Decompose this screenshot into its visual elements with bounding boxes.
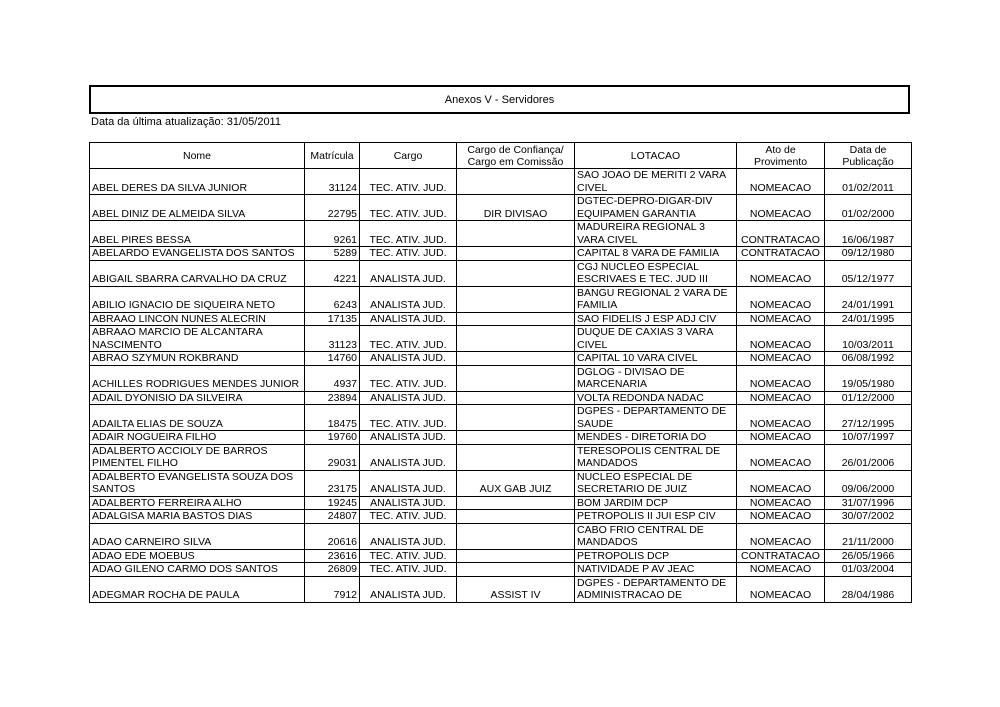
table-row bbox=[90, 195, 912, 221]
cell-nome: ABELARDO EVANGELISTA DOS SANTOS bbox=[90, 247, 305, 261]
cell-ato-provimento: NOMEACAO bbox=[737, 391, 825, 405]
cell-data-publicacao: 27/12/1995 bbox=[825, 405, 912, 431]
cell-lotacao: SAO JOAO DE MERITI 2 VARA CIVEL bbox=[575, 169, 737, 195]
cell-ato-provimento: CONTRATACAO bbox=[737, 247, 825, 261]
cell-cargo: TEC. ATIV. JUD. bbox=[360, 221, 457, 247]
cell-cargo: ANALISTA JUD. bbox=[360, 312, 457, 326]
cell-cargo-confianca bbox=[457, 169, 575, 195]
cell-ato-provimento: NOMEACAO bbox=[737, 286, 825, 312]
table-row bbox=[90, 391, 912, 405]
col-header-data-line2: Publicação bbox=[842, 155, 894, 168]
cell-nome: ADALBERTO FERREIRA ALHO bbox=[90, 496, 305, 510]
cell-matricula: 20616 bbox=[305, 523, 360, 549]
cell-matricula: 6243 bbox=[305, 286, 360, 312]
cell-nome: ADALGISA MARIA BASTOS DIAS bbox=[90, 510, 305, 524]
cell-nome: ADEGMAR ROCHA DE PAULA bbox=[90, 576, 305, 602]
table-row bbox=[90, 312, 912, 326]
cell-ato-provimento: NOMEACAO bbox=[737, 444, 825, 470]
document-title-box bbox=[89, 85, 910, 114]
cell-matricula: 31124 bbox=[305, 169, 360, 195]
cell-data-publicacao: 16/06/1987 bbox=[825, 221, 912, 247]
cell-cargo-confianca bbox=[457, 286, 575, 312]
cell-cargo-confianca: DIR DIVISAO bbox=[457, 195, 575, 221]
cell-data-publicacao: 26/01/2006 bbox=[825, 444, 912, 470]
cell-nome: ADAO EDE MOEBUS bbox=[90, 549, 305, 563]
cell-ato-provimento: CONTRATACAO bbox=[737, 549, 825, 563]
col-header-cargo-confianca-line2: Cargo em Comissão bbox=[467, 155, 564, 168]
col-header-ato-provimento bbox=[737, 143, 825, 169]
cell-cargo: TEC. ATIV. JUD. bbox=[360, 563, 457, 577]
cell-lotacao: VOLTA REDONDA NADAC bbox=[575, 391, 737, 405]
cell-data-publicacao: 26/05/1966 bbox=[825, 549, 912, 563]
cell-ato-provimento: NOMEACAO bbox=[737, 563, 825, 577]
cell-cargo-confianca bbox=[457, 365, 575, 391]
cell-data-publicacao: 31/07/1996 bbox=[825, 496, 912, 510]
cell-ato-provimento: NOMEACAO bbox=[737, 195, 825, 221]
cell-lotacao: DUQUE DE CAXIAS 3 VARA CIVEL bbox=[575, 326, 737, 352]
cell-nome: ABRAO SZYMUN ROKBRAND bbox=[90, 352, 305, 366]
cell-lotacao: NATIVIDADE P AV JEAC bbox=[575, 563, 737, 577]
cell-matricula: 23175 bbox=[305, 470, 360, 496]
cell-data-publicacao: 01/03/2004 bbox=[825, 563, 912, 577]
cell-cargo: ANALISTA JUD. bbox=[360, 431, 457, 445]
cell-lotacao: SAO FIDELIS J ESP ADJ CIV bbox=[575, 312, 737, 326]
table-header-row bbox=[90, 143, 912, 169]
cell-matricula: 18475 bbox=[305, 405, 360, 431]
cell-lotacao: CAPITAL 8 VARA DE FAMILIA bbox=[575, 247, 737, 261]
table-row bbox=[90, 470, 912, 496]
cell-data-publicacao: 10/07/1997 bbox=[825, 431, 912, 445]
cell-cargo-confianca bbox=[457, 405, 575, 431]
table-row bbox=[90, 576, 912, 602]
cell-data-publicacao: 09/12/1980 bbox=[825, 247, 912, 261]
cell-cargo-confianca bbox=[457, 523, 575, 549]
table-row bbox=[90, 431, 912, 445]
col-header-nome: Nome bbox=[90, 143, 305, 169]
table-row bbox=[90, 286, 912, 312]
cell-ato-provimento: CONTRATACAO bbox=[737, 221, 825, 247]
cell-cargo-confianca: ASSIST IV bbox=[457, 576, 575, 602]
table-row bbox=[90, 247, 912, 261]
cell-cargo: TEC. ATIV. JUD. bbox=[360, 365, 457, 391]
table-row bbox=[90, 549, 912, 563]
table-row bbox=[90, 444, 912, 470]
cell-cargo-confianca bbox=[457, 260, 575, 286]
cell-data-publicacao: 05/12/1977 bbox=[825, 260, 912, 286]
cell-ato-provimento: NOMEACAO bbox=[737, 405, 825, 431]
cell-lotacao: PETROPOLIS DCP bbox=[575, 549, 737, 563]
cell-nome: ADALBERTO EVANGELISTA SOUZA DOS SANTOS bbox=[90, 470, 305, 496]
table-row bbox=[90, 352, 912, 366]
cell-data-publicacao: 01/02/2000 bbox=[825, 195, 912, 221]
cell-cargo: ANALISTA JUD. bbox=[360, 391, 457, 405]
cell-matricula: 4937 bbox=[305, 365, 360, 391]
cell-matricula: 31123 bbox=[305, 326, 360, 352]
cell-data-publicacao: 19/05/1980 bbox=[825, 365, 912, 391]
cell-ato-provimento: NOMEACAO bbox=[737, 169, 825, 195]
cell-cargo-confianca bbox=[457, 563, 575, 577]
table-row bbox=[90, 221, 912, 247]
cell-matricula: 19245 bbox=[305, 496, 360, 510]
cell-data-publicacao: 06/08/1992 bbox=[825, 352, 912, 366]
cell-data-publicacao: 09/06/2000 bbox=[825, 470, 912, 496]
cell-cargo-confianca bbox=[457, 247, 575, 261]
cell-ato-provimento: NOMEACAO bbox=[737, 523, 825, 549]
cell-nome: ACHILLES RODRIGUES MENDES JUNIOR bbox=[90, 365, 305, 391]
cell-nome: ADAIL DYONISIO DA SILVEIRA bbox=[90, 391, 305, 405]
table-body bbox=[90, 169, 912, 603]
table-row bbox=[90, 523, 912, 549]
cell-lotacao: DGTEC-DEPRO-DIGAR-DIV EQUIPAMEN GARANTIA bbox=[575, 195, 737, 221]
cell-cargo-confianca bbox=[457, 352, 575, 366]
cell-cargo: TEC. ATIV. JUD. bbox=[360, 169, 457, 195]
cell-nome: ADAO CARNEIRO SILVA bbox=[90, 523, 305, 549]
cell-cargo-confianca bbox=[457, 326, 575, 352]
cell-ato-provimento: NOMEACAO bbox=[737, 352, 825, 366]
cell-cargo-confianca bbox=[457, 496, 575, 510]
cell-cargo-confianca bbox=[457, 431, 575, 445]
cell-data-publicacao: 28/04/1986 bbox=[825, 576, 912, 602]
cell-cargo-confianca bbox=[457, 549, 575, 563]
cell-data-publicacao: 01/12/2000 bbox=[825, 391, 912, 405]
table-row bbox=[90, 365, 912, 391]
cell-data-publicacao: 10/03/2011 bbox=[825, 326, 912, 352]
cell-lotacao: CAPITAL 10 VARA CIVEL bbox=[575, 352, 737, 366]
col-header-cargo: Cargo bbox=[360, 143, 457, 169]
cell-nome: ABRAAO MARCIO DE ALCANTARA NASCIMENTO bbox=[90, 326, 305, 352]
col-header-lotacao: LOTACAO bbox=[575, 143, 737, 169]
cell-cargo-confianca bbox=[457, 312, 575, 326]
cell-ato-provimento: NOMEACAO bbox=[737, 496, 825, 510]
cell-matricula: 26809 bbox=[305, 563, 360, 577]
cell-data-publicacao: 01/02/2011 bbox=[825, 169, 912, 195]
col-header-ato-line1: Ato de bbox=[765, 143, 796, 156]
cell-nome: ADAILTA ELIAS DE SOUZA bbox=[90, 405, 305, 431]
cell-matricula: 24807 bbox=[305, 510, 360, 524]
cell-matricula: 14760 bbox=[305, 352, 360, 366]
cell-lotacao: TERESOPOLIS CENTRAL DE MANDADOS bbox=[575, 444, 737, 470]
cell-lotacao: CABO FRIO CENTRAL DE MANDADOS bbox=[575, 523, 737, 549]
cell-ato-provimento: NOMEACAO bbox=[737, 260, 825, 286]
cell-lotacao: NUCLEO ESPECIAL DE SECRETARIO DE JUIZ bbox=[575, 470, 737, 496]
cell-matricula: 23616 bbox=[305, 549, 360, 563]
cell-nome: ADAO GILENO CARMO DOS SANTOS bbox=[90, 563, 305, 577]
cell-nome: ABEL PIRES BESSA bbox=[90, 221, 305, 247]
cell-cargo: ANALISTA JUD. bbox=[360, 352, 457, 366]
cell-nome: ABEL DINIZ DE ALMEIDA SILVA bbox=[90, 195, 305, 221]
cell-cargo: TEC. ATIV. JUD. bbox=[360, 326, 457, 352]
cell-matricula: 22795 bbox=[305, 195, 360, 221]
table-row bbox=[90, 563, 912, 577]
col-header-cargo-confianca bbox=[457, 143, 575, 169]
cell-ato-provimento: NOMEACAO bbox=[737, 470, 825, 496]
cell-cargo: TEC. ATIV. JUD. bbox=[360, 195, 457, 221]
table-row bbox=[90, 496, 912, 510]
col-header-data-publicacao bbox=[825, 143, 912, 169]
document-title: Anexos V - Servidores bbox=[444, 93, 555, 106]
cell-cargo-confianca: AUX GAB JUIZ bbox=[457, 470, 575, 496]
cell-cargo: ANALISTA JUD. bbox=[360, 470, 457, 496]
cell-cargo-confianca bbox=[457, 221, 575, 247]
cell-data-publicacao: 24/01/1991 bbox=[825, 286, 912, 312]
cell-nome: ABIGAIL SBARRA CARVALHO DA CRUZ bbox=[90, 260, 305, 286]
cell-ato-provimento: NOMEACAO bbox=[737, 431, 825, 445]
col-header-cargo-confianca-line1: Cargo de Confiança/ bbox=[467, 143, 564, 156]
cell-matricula: 19760 bbox=[305, 431, 360, 445]
table-row bbox=[90, 326, 912, 352]
col-header-matricula: Matrícula bbox=[305, 143, 360, 169]
cell-ato-provimento: NOMEACAO bbox=[737, 326, 825, 352]
table-row bbox=[90, 405, 912, 431]
cell-cargo: TEC. ATIV. JUD. bbox=[360, 549, 457, 563]
cell-nome: ADALBERTO ACCIOLY DE BARROS PIMENTEL FILHO bbox=[90, 444, 305, 470]
cell-cargo: TEC. ATIV. JUD. bbox=[360, 405, 457, 431]
cell-nome: ADAIR NOGUEIRA FILHO bbox=[90, 431, 305, 445]
cell-cargo: TEC. ATIV. JUD. bbox=[360, 510, 457, 524]
cell-matricula: 9261 bbox=[305, 221, 360, 247]
cell-ato-provimento: NOMEACAO bbox=[737, 365, 825, 391]
cell-cargo: ANALISTA JUD. bbox=[360, 576, 457, 602]
table-row bbox=[90, 510, 912, 524]
cell-ato-provimento: NOMEACAO bbox=[737, 312, 825, 326]
cell-lotacao: BANGU REGIONAL 2 VARA DE FAMILIA bbox=[575, 286, 737, 312]
cell-matricula: 29031 bbox=[305, 444, 360, 470]
cell-lotacao: DGPES - DEPARTAMENTO DE ADMINISTRACAO DE bbox=[575, 576, 737, 602]
cell-cargo-confianca bbox=[457, 444, 575, 470]
col-header-data-line1: Data de bbox=[849, 143, 887, 156]
cell-cargo: ANALISTA JUD. bbox=[360, 286, 457, 312]
table-row bbox=[90, 260, 912, 286]
cell-cargo: ANALISTA JUD. bbox=[360, 496, 457, 510]
cell-lotacao: MENDES - DIRETORIA DO bbox=[575, 431, 737, 445]
cell-lotacao: PETROPOLIS II JUI ESP CIV bbox=[575, 510, 737, 524]
cell-matricula: 7912 bbox=[305, 576, 360, 602]
cell-cargo-confianca bbox=[457, 510, 575, 524]
cell-ato-provimento: NOMEACAO bbox=[737, 510, 825, 524]
cell-data-publicacao: 21/11/2000 bbox=[825, 523, 912, 549]
cell-nome: ABILIO IGNACIO DE SIQUEIRA NETO bbox=[90, 286, 305, 312]
last-updated-text: Data da última atualização: 31/05/2011 bbox=[91, 116, 281, 128]
cell-data-publicacao: 30/07/2002 bbox=[825, 510, 912, 524]
cell-ato-provimento: NOMEACAO bbox=[737, 576, 825, 602]
cell-matricula: 5289 bbox=[305, 247, 360, 261]
cell-lotacao: MADUREIRA REGIONAL 3 VARA CIVEL bbox=[575, 221, 737, 247]
cell-cargo: ANALISTA JUD. bbox=[360, 260, 457, 286]
cell-matricula: 17135 bbox=[305, 312, 360, 326]
col-header-ato-line2: Provimento bbox=[753, 155, 808, 168]
cell-lotacao: CGJ NUCLEO ESPECIAL ESCRIVAES E TEC. JUD III bbox=[575, 260, 737, 286]
cell-matricula: 4221 bbox=[305, 260, 360, 286]
cell-cargo-confianca bbox=[457, 391, 575, 405]
cell-cargo: TEC. ATIV. JUD. bbox=[360, 247, 457, 261]
cell-cargo: ANALISTA JUD. bbox=[360, 444, 457, 470]
cell-matricula: 23894 bbox=[305, 391, 360, 405]
servidores-table bbox=[89, 142, 912, 603]
table-row bbox=[90, 169, 912, 195]
cell-nome: ABEL DERES DA SILVA JUNIOR bbox=[90, 169, 305, 195]
cell-data-publicacao: 24/01/1995 bbox=[825, 312, 912, 326]
cell-lotacao: DGLOG - DIVISAO DE MARCENARIA bbox=[575, 365, 737, 391]
cell-lotacao: DGPES - DEPARTAMENTO DE SAUDE bbox=[575, 405, 737, 431]
cell-nome: ABRAAO LINCON NUNES ALECRIN bbox=[90, 312, 305, 326]
cell-lotacao: BOM JARDIM DCP bbox=[575, 496, 737, 510]
cell-cargo: ANALISTA JUD. bbox=[360, 523, 457, 549]
